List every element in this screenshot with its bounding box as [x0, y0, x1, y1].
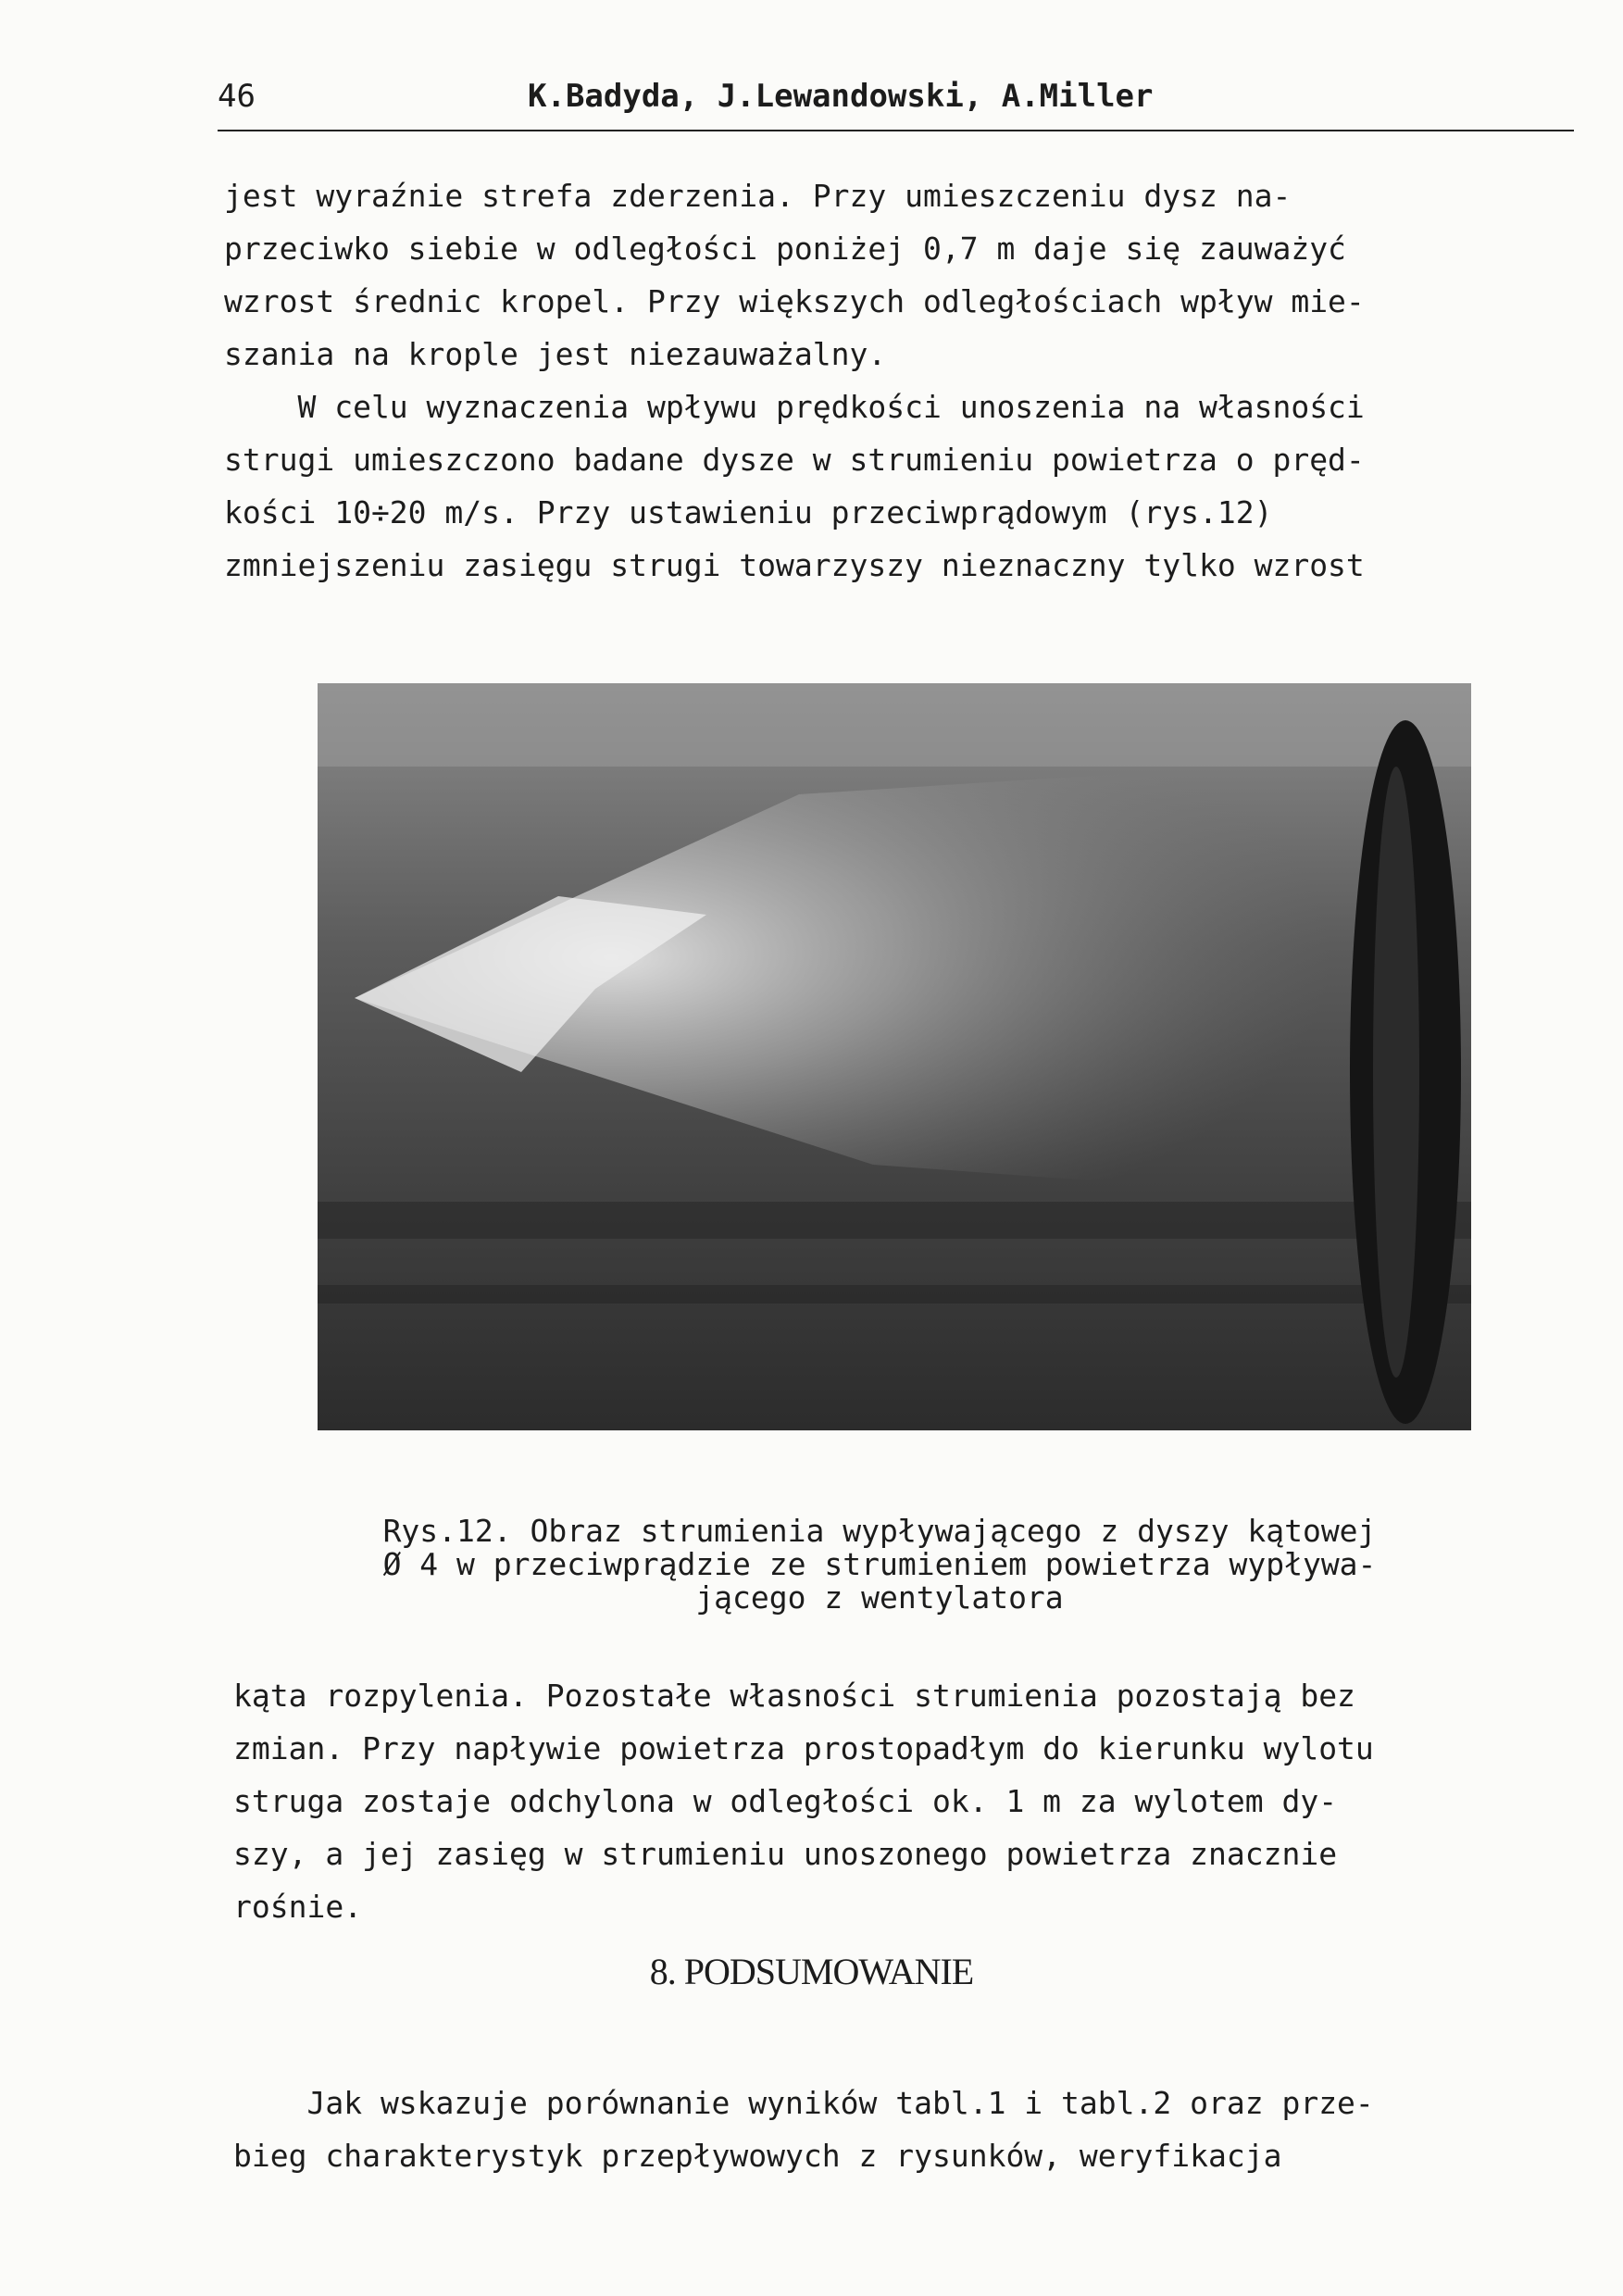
text-line: przeciwko siebie w odległości poniżej 0,7 m daje się zauważyć [224, 231, 1346, 267]
paragraph-1 [224, 169, 1576, 381]
caption-line: jącego z wentylatora [695, 1579, 1064, 1616]
caption-line: Ø 4 w przeciwprądzie ze strumieniem powietrza wypływa- [382, 1546, 1377, 1582]
page-number: 46 [218, 78, 256, 115]
spray-jet-photo-image [318, 683, 1471, 1430]
text-line: zmniejszeniu zasięgu strugi towarzyszy nieznaczny tylko wzrost [224, 547, 1365, 583]
text-line: kości 10÷20 m/s. Przy ustawieniu przeciwprądowym (rys.12) [224, 494, 1273, 530]
text-line: szania na krople jest niezauważalny. [224, 336, 887, 372]
text-line: W celu wyznaczenia wpływu prędkości unoszenia na własności [224, 389, 1365, 425]
text-line: bieg charakterystyk przepływowych z rysunków, weryfikacja [233, 2138, 1282, 2174]
text-line: wzrost średnic kropel. Przy większych odległościach wpływ mie- [224, 283, 1365, 319]
section-heading: 8. PODSUMOWANIE [649, 1951, 974, 1992]
caption-line: Rys.12. Obraz strumienia wypływającego z dyszy kątowej [382, 1513, 1377, 1549]
paragraph-2 [224, 381, 1576, 592]
text-line: kąta rozpylenia. Pozostałe własności strumienia pozostają bez [233, 1678, 1355, 1714]
paragraph-4 [233, 2077, 1585, 2182]
text-line: rośnie. [233, 1889, 363, 1925]
paragraph-3 [233, 1669, 1585, 1933]
text-line: szy, a jej zasięg w strumieniu unoszonego powietrza znacznie [233, 1836, 1338, 1872]
text-line: struga zostaje odchylona w odległości ok. 1 m za wylotem dy- [233, 1783, 1338, 1819]
text-line: jest wyraźnie strefa zderzenia. Przy umieszczeniu dysz na- [224, 178, 1292, 214]
text-line: zmian. Przy napływie powietrza prostopadłym do kierunku wylotu [233, 1730, 1374, 1766]
figure-caption [278, 1515, 1481, 1615]
text-line: Jak wskazuje porównanie wyników tabl.1 i tabl.2 oraz prze- [233, 2085, 1374, 2121]
text-line: strugi umieszczono badane dysze w strumieniu powietrza o pręd- [224, 442, 1365, 478]
running-header [218, 78, 1574, 131]
figure-photo-spray-jet [318, 683, 1471, 1430]
header-authors: K.Badyda, J.Lewandowski, A.Miller [528, 78, 1154, 115]
